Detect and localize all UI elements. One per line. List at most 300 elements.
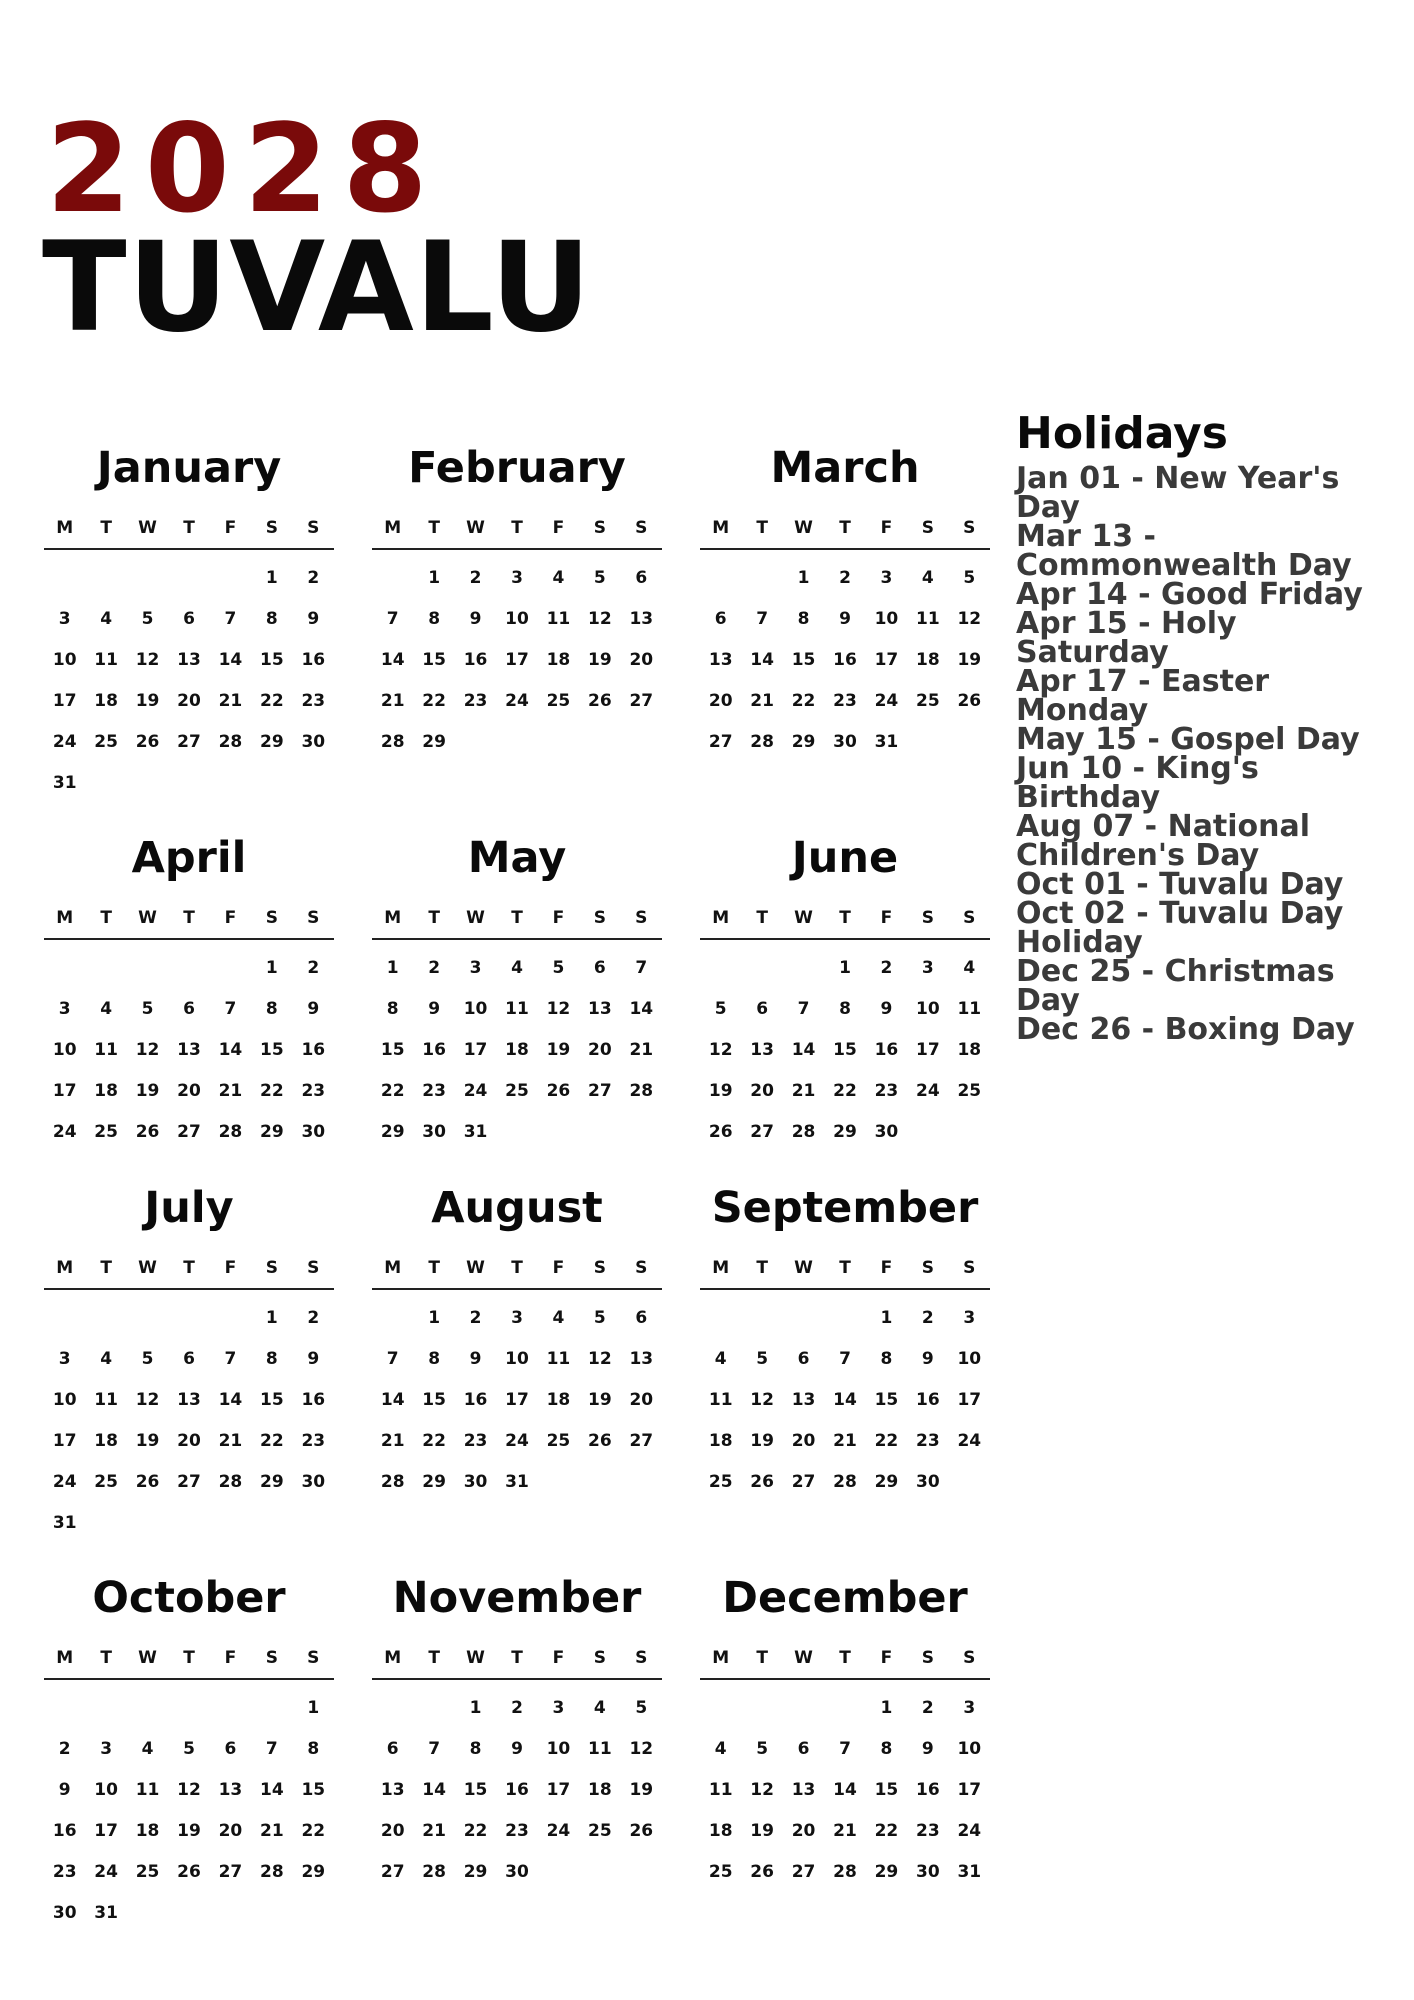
day-cell: 23 — [916, 1821, 940, 1841]
weekday-label: S — [593, 1648, 606, 1668]
day-cell: 15 — [301, 1780, 326, 1800]
weekday-label: M — [56, 518, 74, 538]
weekday-label: S — [265, 518, 278, 538]
day-cell: 25 — [957, 1081, 982, 1101]
day-cell: 13 — [177, 650, 201, 670]
weekday-label: M — [384, 1648, 402, 1668]
day-cell: 25 — [588, 1821, 612, 1841]
day-cell: 8 — [265, 999, 278, 1019]
day-cell: 7 — [224, 1349, 237, 1369]
day-cell: 27 — [380, 1862, 405, 1882]
day-cell: 21 — [218, 691, 243, 711]
day-cell: 6 — [797, 1739, 810, 1759]
day-cell: 10 — [957, 1349, 982, 1369]
day-cell: 27 — [708, 732, 733, 752]
day-cell: 31 — [52, 1513, 77, 1533]
weekday-header — [372, 1644, 662, 1672]
day-empty — [824, 1298, 865, 1339]
day-cell: 7 — [224, 999, 237, 1019]
day-cell: 7 — [386, 1349, 399, 1369]
day-cell: 2 — [58, 1739, 71, 1759]
day-cell: 3 — [58, 999, 71, 1019]
header-divider — [372, 1288, 662, 1290]
month-name: August — [431, 1183, 603, 1233]
day-cell: 1 — [307, 1698, 320, 1718]
day-cell: 30 — [422, 1122, 446, 1142]
day-cell: 14 — [218, 1040, 243, 1060]
weekday-label: S — [265, 1648, 278, 1668]
weekday-header — [700, 904, 990, 932]
day-cell: 27 — [629, 691, 654, 711]
day-cell: 13 — [588, 999, 612, 1019]
day-cell: 27 — [177, 1472, 201, 1492]
day-cell: 27 — [177, 1122, 201, 1142]
weekday-label: W — [138, 908, 157, 928]
header-divider — [44, 938, 334, 940]
day-grid — [44, 558, 334, 804]
weekday-label: W — [466, 1258, 485, 1278]
day-cell: 3 — [880, 568, 893, 588]
day-cell: 22 — [791, 691, 816, 711]
day-grid — [372, 1688, 662, 1893]
weekday-label: T — [428, 908, 440, 928]
day-cell: 9 — [58, 1780, 71, 1800]
weekday-label: S — [307, 1258, 320, 1278]
day-cell: 9 — [428, 999, 441, 1019]
day-cell: 21 — [791, 1081, 816, 1101]
weekday-label: M — [712, 1648, 730, 1668]
day-cell: 18 — [916, 650, 940, 670]
day-cell: 13 — [791, 1780, 816, 1800]
day-cell: 14 — [791, 1040, 816, 1060]
weekday-label: S — [963, 518, 976, 538]
header-divider — [44, 1678, 334, 1680]
day-empty — [44, 1298, 85, 1339]
weekday-label: W — [466, 1648, 485, 1668]
day-cell: 23 — [463, 691, 488, 711]
weekday-label: F — [224, 1648, 237, 1668]
day-empty — [85, 948, 126, 989]
weekday-header — [372, 514, 662, 542]
weekday-label: S — [635, 1258, 648, 1278]
day-cell: 4 — [714, 1739, 727, 1759]
day-cell: 25 — [94, 1472, 118, 1492]
day-cell: 6 — [635, 568, 648, 588]
day-cell: 12 — [750, 1390, 774, 1410]
day-cell: 9 — [469, 1349, 482, 1369]
day-cell: 9 — [307, 999, 320, 1019]
day-cell: 23 — [505, 1821, 529, 1841]
day-cell: 4 — [141, 1739, 154, 1759]
day-cell: 10 — [463, 999, 488, 1019]
header-divider — [372, 938, 662, 940]
day-cell: 2 — [921, 1698, 934, 1718]
day-cell: 10 — [546, 1739, 571, 1759]
day-cell: 14 — [750, 650, 774, 670]
day-cell: 5 — [141, 999, 154, 1019]
weekday-label: S — [963, 1648, 976, 1668]
holiday-list — [1016, 461, 1396, 1047]
day-cell: 1 — [265, 568, 278, 588]
day-cell: 15 — [260, 1040, 284, 1060]
day-cell: 24 — [52, 1472, 77, 1492]
month-may — [372, 830, 662, 1180]
day-cell: 24 — [874, 691, 899, 711]
day-cell: 12 — [546, 999, 571, 1019]
weekday-label: T — [100, 518, 112, 538]
day-cell: 9 — [921, 1739, 934, 1759]
weekday-label: F — [880, 518, 893, 538]
month-june — [700, 830, 990, 1180]
day-cell: 6 — [756, 999, 769, 1019]
day-cell: 22 — [380, 1081, 405, 1101]
weekday-label: S — [921, 1258, 934, 1278]
day-cell: 9 — [839, 609, 851, 629]
day-cell: 20 — [791, 1821, 816, 1841]
day-cell: 7 — [224, 609, 237, 629]
day-cell: 14 — [833, 1780, 857, 1800]
month-january — [44, 440, 334, 830]
day-empty — [210, 558, 251, 599]
month-name: December — [722, 1573, 968, 1623]
day-cell: 26 — [708, 1122, 733, 1142]
day-cell: 24 — [546, 1821, 571, 1841]
day-empty — [413, 1688, 454, 1729]
day-cell: 30 — [833, 732, 857, 752]
day-cell: 8 — [797, 609, 810, 629]
day-cell: 3 — [58, 609, 71, 629]
day-cell: 20 — [177, 1431, 201, 1451]
day-cell: 20 — [588, 1040, 612, 1060]
day-cell: 23 — [52, 1862, 77, 1882]
header-divider — [700, 548, 990, 550]
day-empty — [741, 1688, 782, 1729]
day-cell: 19 — [135, 1081, 160, 1101]
day-cell: 16 — [833, 650, 857, 670]
day-cell: 25 — [708, 1472, 733, 1492]
day-cell: 16 — [301, 1040, 326, 1060]
day-cell: 11 — [546, 609, 571, 629]
weekday-label: T — [756, 908, 768, 928]
day-cell: 15 — [833, 1040, 857, 1060]
weekday-label: T — [756, 1648, 768, 1668]
day-cell: 7 — [428, 1739, 441, 1759]
day-cell: 1 — [469, 1698, 482, 1718]
holiday-item: Jan 01 - New Year's Day — [1016, 461, 1340, 525]
day-cell: 20 — [629, 1390, 654, 1410]
day-cell: 4 — [100, 609, 113, 629]
day-cell: 26 — [135, 1472, 160, 1492]
weekday-label: T — [428, 1648, 440, 1668]
day-cell: 7 — [839, 1739, 851, 1759]
day-grid — [372, 558, 662, 763]
day-cell: 4 — [100, 1349, 113, 1369]
day-cell: 2 — [469, 1308, 482, 1328]
day-empty — [700, 1688, 741, 1729]
day-cell: 15 — [874, 1390, 899, 1410]
day-cell: 5 — [552, 958, 565, 978]
day-cell: 4 — [511, 958, 523, 978]
day-cell: 30 — [874, 1122, 899, 1142]
day-cell: 5 — [183, 1739, 195, 1759]
day-empty — [372, 558, 413, 599]
day-cell: 21 — [833, 1431, 857, 1451]
day-cell: 3 — [100, 1739, 113, 1759]
weekday-label: S — [265, 908, 278, 928]
country-title: TUVALU — [42, 216, 593, 360]
day-cell: 11 — [94, 650, 118, 670]
day-cell: 8 — [428, 1349, 441, 1369]
day-cell: 18 — [135, 1821, 160, 1841]
day-cell: 1 — [880, 1698, 893, 1718]
day-cell: 23 — [874, 1081, 899, 1101]
holiday-item: May 15 - Gospel Day — [1016, 722, 1360, 757]
weekday-label: F — [224, 908, 237, 928]
day-cell: 29 — [380, 1122, 405, 1142]
day-cell: 16 — [916, 1390, 940, 1410]
day-cell: 7 — [797, 999, 810, 1019]
day-empty — [741, 1298, 782, 1339]
day-grid — [700, 948, 990, 1153]
day-cell: 29 — [874, 1472, 899, 1492]
day-empty — [741, 558, 782, 599]
day-cell: 6 — [183, 1349, 195, 1369]
day-empty — [85, 1298, 126, 1339]
day-cell: 8 — [469, 1739, 482, 1759]
day-cell: 19 — [588, 650, 612, 670]
day-cell: 18 — [957, 1040, 982, 1060]
day-cell: 9 — [921, 1349, 934, 1369]
day-cell: 29 — [260, 1122, 284, 1142]
day-empty — [168, 948, 209, 989]
month-december — [700, 1570, 990, 1930]
day-cell: 10 — [52, 1040, 77, 1060]
month-name: June — [791, 833, 899, 883]
day-cell: 4 — [552, 1308, 565, 1328]
day-cell: 10 — [957, 1739, 982, 1759]
day-cell: 13 — [380, 1780, 405, 1800]
day-cell: 20 — [791, 1431, 816, 1451]
day-cell: 16 — [916, 1780, 940, 1800]
day-cell: 19 — [546, 1040, 571, 1060]
day-cell: 5 — [714, 999, 727, 1019]
day-cell: 15 — [874, 1780, 899, 1800]
day-cell: 1 — [428, 568, 441, 588]
day-cell: 30 — [505, 1862, 529, 1882]
day-cell: 10 — [52, 1390, 77, 1410]
day-cell: 18 — [505, 1040, 529, 1060]
weekday-label: T — [839, 1258, 851, 1278]
day-cell: 14 — [218, 650, 243, 670]
day-empty — [210, 1298, 251, 1339]
weekday-label: T — [511, 908, 523, 928]
year-title: 2028 — [46, 98, 442, 240]
holiday-item: Oct 01 - Tuvalu Day — [1016, 867, 1344, 902]
weekday-label: T — [100, 908, 112, 928]
day-cell: 13 — [629, 1349, 654, 1369]
day-cell: 9 — [469, 609, 482, 629]
day-cell: 1 — [265, 1308, 278, 1328]
day-cell: 23 — [422, 1081, 446, 1101]
day-empty — [372, 1298, 413, 1339]
day-cell: 12 — [135, 650, 160, 670]
month-march — [700, 440, 990, 830]
weekday-label: T — [100, 1648, 112, 1668]
month-july — [44, 1180, 334, 1570]
day-cell: 22 — [874, 1431, 899, 1451]
day-empty — [44, 948, 85, 989]
day-cell: 16 — [422, 1040, 446, 1060]
day-cell: 21 — [218, 1431, 243, 1451]
day-cell: 9 — [307, 609, 320, 629]
day-cell: 31 — [463, 1122, 488, 1142]
weekday-label: T — [183, 908, 195, 928]
header-divider — [700, 938, 990, 940]
weekday-label: F — [880, 908, 893, 928]
holiday-item: Jun 10 - King's Birthday — [1016, 751, 1259, 815]
day-cell: 20 — [629, 650, 654, 670]
day-cell: 17 — [916, 1040, 940, 1060]
day-cell: 16 — [52, 1821, 77, 1841]
day-cell: 27 — [791, 1472, 816, 1492]
day-cell: 11 — [546, 1349, 571, 1369]
day-cell: 18 — [588, 1780, 612, 1800]
day-cell: 16 — [505, 1780, 529, 1800]
day-cell: 8 — [839, 999, 851, 1019]
holiday-item: Apr 14 - Good Friday — [1016, 577, 1363, 612]
day-empty — [372, 1688, 413, 1729]
day-grid — [700, 558, 990, 763]
day-cell: 17 — [546, 1780, 571, 1800]
day-cell: 12 — [588, 609, 612, 629]
day-cell: 20 — [750, 1081, 774, 1101]
weekday-header — [44, 904, 334, 932]
day-cell: 13 — [177, 1040, 201, 1060]
day-cell: 2 — [469, 568, 482, 588]
day-cell: 6 — [183, 999, 195, 1019]
day-cell: 7 — [265, 1739, 278, 1759]
day-cell: 13 — [708, 650, 733, 670]
weekday-label: S — [307, 518, 320, 538]
day-cell: 30 — [463, 1472, 488, 1492]
day-cell: 14 — [629, 999, 654, 1019]
day-cell: 26 — [588, 1431, 612, 1451]
day-grid — [44, 1298, 334, 1544]
day-empty — [168, 1298, 209, 1339]
weekday-header — [372, 904, 662, 932]
holiday-item: Apr 17 - Easter Monday — [1016, 664, 1270, 728]
day-cell: 26 — [750, 1862, 774, 1882]
weekday-label: M — [712, 908, 730, 928]
day-cell: 26 — [629, 1821, 654, 1841]
day-cell: 12 — [177, 1780, 201, 1800]
holiday-item: Oct 02 - Tuvalu Day Holiday — [1016, 896, 1344, 960]
day-cell: 2 — [307, 1308, 320, 1328]
day-cell: 5 — [756, 1349, 769, 1369]
day-cell: 25 — [708, 1862, 733, 1882]
day-cell: 19 — [629, 1780, 654, 1800]
weekday-header — [372, 1254, 662, 1282]
day-cell: 24 — [916, 1081, 940, 1101]
weekday-label: T — [839, 518, 851, 538]
day-cell: 25 — [546, 691, 571, 711]
day-cell: 5 — [593, 568, 606, 588]
day-cell: 6 — [183, 609, 195, 629]
weekday-label: F — [552, 1258, 565, 1278]
weekday-label: F — [552, 908, 565, 928]
day-cell: 14 — [422, 1780, 446, 1800]
day-cell: 24 — [505, 1431, 529, 1451]
weekday-label: T — [839, 908, 851, 928]
day-cell: 6 — [593, 958, 606, 978]
day-cell: 30 — [916, 1862, 940, 1882]
weekday-label: S — [921, 908, 934, 928]
weekday-header — [44, 1254, 334, 1282]
header-divider — [44, 548, 334, 550]
day-cell: 15 — [791, 650, 816, 670]
weekday-label: M — [384, 1258, 402, 1278]
day-cell: 6 — [635, 1308, 648, 1328]
day-cell: 30 — [301, 1122, 326, 1142]
weekday-label: S — [593, 1258, 606, 1278]
day-empty — [741, 948, 782, 989]
day-cell: 13 — [218, 1780, 243, 1800]
day-cell: 1 — [880, 1308, 893, 1328]
day-grid — [44, 948, 334, 1153]
weekday-label: M — [56, 1258, 74, 1278]
header-divider — [44, 1288, 334, 1290]
day-cell: 4 — [100, 999, 113, 1019]
weekday-label: W — [138, 1648, 157, 1668]
day-cell: 6 — [714, 609, 727, 629]
day-cell: 13 — [750, 1040, 774, 1060]
day-cell: 10 — [505, 609, 529, 629]
day-grid — [700, 1298, 990, 1503]
day-cell: 12 — [588, 1349, 612, 1369]
day-empty — [85, 558, 126, 599]
day-cell: 2 — [880, 958, 893, 978]
holiday-item: Dec 26 - Boxing Day — [1016, 1012, 1355, 1047]
day-cell: 8 — [307, 1739, 320, 1759]
day-cell: 24 — [94, 1862, 118, 1882]
day-cell: 22 — [260, 691, 284, 711]
day-empty — [127, 558, 168, 599]
weekday-label: F — [552, 518, 565, 538]
day-cell: 8 — [880, 1349, 893, 1369]
weekday-header — [44, 1644, 334, 1672]
day-cell: 28 — [833, 1472, 857, 1492]
day-empty — [85, 1688, 126, 1729]
month-name: February — [408, 443, 626, 493]
day-cell: 29 — [422, 732, 446, 752]
weekday-label: W — [794, 1648, 813, 1668]
day-cell: 24 — [52, 1122, 77, 1142]
weekday-label: W — [794, 908, 813, 928]
day-cell: 7 — [756, 609, 769, 629]
day-cell: 19 — [750, 1821, 774, 1841]
day-cell: 29 — [260, 732, 284, 752]
day-cell: 11 — [505, 999, 529, 1019]
day-cell: 7 — [839, 1349, 851, 1369]
day-cell: 17 — [52, 1431, 77, 1451]
day-empty — [824, 1688, 865, 1729]
day-cell: 13 — [629, 609, 654, 629]
day-cell: 2 — [307, 958, 320, 978]
day-cell: 6 — [224, 1739, 237, 1759]
month-name: January — [96, 443, 282, 493]
weekday-label: W — [794, 518, 813, 538]
day-cell: 26 — [135, 732, 160, 752]
